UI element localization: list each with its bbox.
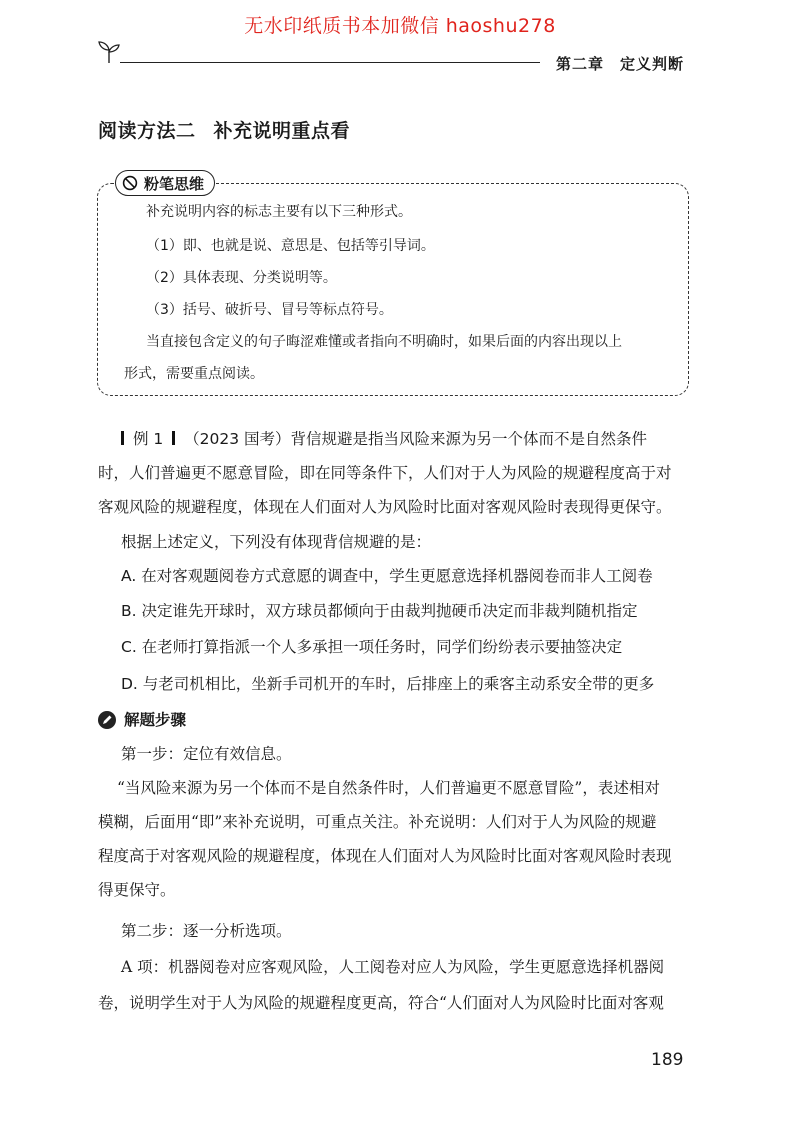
- solution-step-2: 第二步：逐一分析选项。: [121, 922, 292, 940]
- page-number: 189: [651, 1050, 684, 1070]
- running-header: [556, 53, 684, 74]
- section-title-prefix: 阅读方法二: [98, 120, 196, 142]
- tip-line: （1）即、也就是说、意思是、包括等引导词。: [146, 238, 435, 254]
- no-sign-icon: [122, 175, 138, 191]
- example-source: （2023 国考）: [184, 430, 291, 448]
- solution-heading: [98, 709, 186, 731]
- tip-line: （3）括号、破折号、冒号等标点符号。: [146, 302, 393, 318]
- tip-line: 当直接包含定义的句子晦涩难懂或者指向不明确时，如果后面的内容出现以上: [146, 334, 622, 350]
- tip-line: 补充说明内容的标志主要有以下三种形式。: [146, 204, 412, 220]
- example-marker-right: [172, 431, 175, 445]
- solution-para-line: 得更保守。: [98, 881, 176, 899]
- example-first-line: [121, 428, 647, 450]
- example-label: 例 1: [132, 430, 164, 448]
- example-text-line: 时，人们普遍更不愿意冒险，即在同等条件下，人们对于人为风险的规避程度高于对: [98, 464, 672, 482]
- example-option-d: D. 与老司机相比，坐新手司机开的车时，后排座上的乘客主动系安全带的更多: [121, 675, 655, 693]
- example-question: 根据上述定义，下列没有体现背信规避的是：: [121, 533, 432, 551]
- solution-para-line: 程度高于对客观风险的规避程度，体现在人们面对人为风险时比面对客观风险时表现: [98, 847, 672, 865]
- solution-para-line: “当风险来源为另一个体而不是自然条件时，人们普遍更不愿意冒险”，表述相对: [117, 779, 660, 797]
- watermark-text: 无水印纸质书本加微信 haoshu278: [244, 15, 556, 37]
- example-option-c: C. 在老师打算指派一个人多承担一项任务时，同学们纷纷表示要抽签决定: [121, 638, 623, 656]
- example-option-b: B. 决定谁先开球时，双方球员都倾向于由裁判抛硬币决定而非裁判随机指定: [121, 602, 638, 620]
- chapter-label: 第二章: [556, 55, 605, 73]
- tip-line: （2）具体表现、分类说明等。: [146, 270, 337, 286]
- section-title-text: 补充说明重点看: [213, 120, 351, 142]
- example-marker-left: [121, 431, 124, 445]
- sprout-icon: [96, 40, 122, 64]
- tip-box-label-text: 粉笔思维: [144, 174, 205, 193]
- header-rule: [120, 62, 540, 63]
- solution-para-line: 模糊，后面用“即”来补充说明，可重点关注。补充说明：人们对于人为风险的规避: [98, 813, 657, 831]
- solution-step-1: 第一步：定位有效信息。: [121, 745, 292, 763]
- chapter-section: 定义判断: [620, 55, 685, 73]
- example-text-line: 背信规避是指当风险来源为另一个体而不是自然条件: [290, 430, 647, 448]
- tip-box-label: [115, 170, 215, 196]
- tip-line: 形式，需要重点阅读。: [124, 366, 264, 382]
- pencil-icon: [98, 711, 116, 729]
- example-text-line: 客观风险的规避程度，体现在人们面对人为风险时比面对客观风险时表现得更保守。: [98, 498, 672, 516]
- example-option-a: A. 在对客观题阅卷方式意愿的调查中，学生更愿意选择机器阅卷而非人工阅卷: [121, 567, 653, 585]
- solution-para-line: A 项：机器阅卷对应客观风险，人工阅卷对应人为风险，学生更愿意选择机器阅: [121, 958, 665, 976]
- section-title: [98, 116, 350, 143]
- solution-heading-text: 解题步骤: [124, 711, 187, 729]
- solution-para-line: 卷，说明学生对于人为风险的规避程度更高，符合“人们面对人为风险时比面对客观: [98, 994, 664, 1012]
